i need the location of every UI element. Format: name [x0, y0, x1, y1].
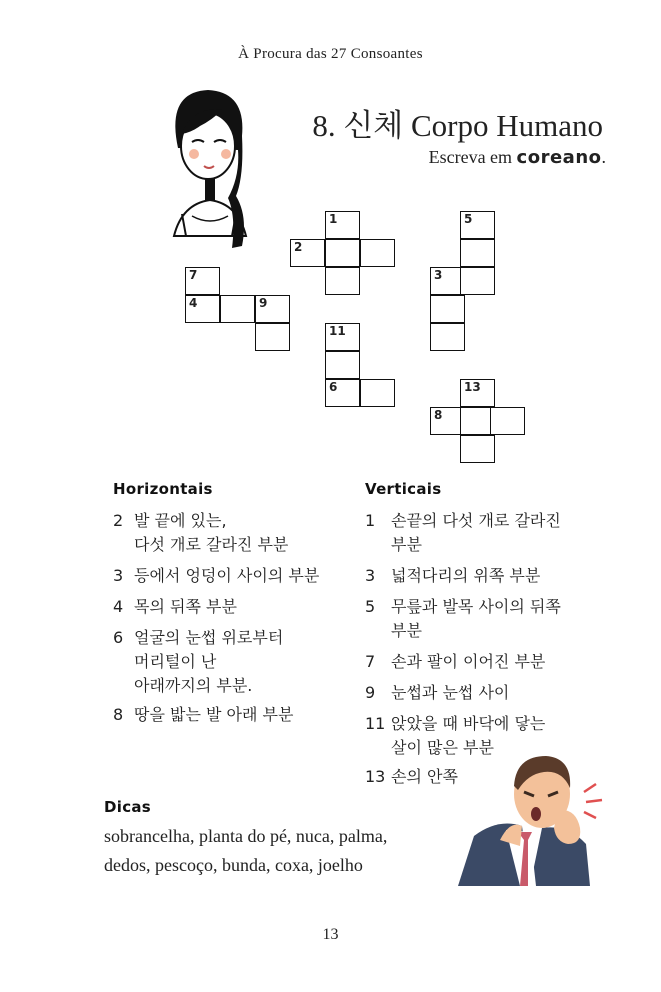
woman-illustration [152, 86, 264, 250]
clue-text: 등에서 엉덩이 사이의 부분 [134, 566, 320, 585]
clue-number: 9 [365, 683, 376, 702]
clue-text: 목의 뒤쪽 부분 [134, 597, 237, 616]
crossword-cell[interactable] [490, 407, 525, 435]
clue-number: 11 [365, 714, 386, 733]
verticais-heading: Verticais [365, 480, 442, 498]
crossword-cell[interactable] [325, 239, 360, 267]
clue-text: 무릎과 발목 사이의 뒤쪽 [391, 597, 561, 616]
crossword-cell[interactable] [430, 295, 465, 323]
crossword-cell[interactable] [460, 379, 495, 407]
clue-text: 다섯 개로 갈라진 부분 [134, 535, 289, 554]
cell-number: 5 [464, 212, 473, 226]
crossword-cell[interactable] [430, 323, 465, 351]
clue-text: 땅을 밟는 발 아래 부분 [134, 705, 294, 724]
crossword-cell[interactable] [290, 239, 325, 267]
clue-text: 손끝의 다섯 개로 갈라진 [391, 511, 561, 530]
clue-number: 6 [113, 628, 124, 647]
clue-text: 머리털이 난 [134, 652, 217, 671]
horizontais-heading: Horizontais [113, 480, 213, 498]
clue-text: 아래까지의 부분. [134, 676, 253, 695]
clue-text: 손의 안쪽 [391, 767, 458, 786]
instruction [429, 147, 606, 168]
cell-number: 6 [329, 380, 338, 394]
clue-number: 2 [113, 511, 124, 530]
clue-text: 넓적다리의 위쪽 부분 [391, 566, 541, 585]
clue-text: 발 끝에 있는, [134, 511, 227, 530]
clue-number: 5 [365, 597, 376, 616]
clue-text: 앉았을 때 바닥에 닿는 [391, 714, 546, 733]
hint-line: dedos, pescoço, bunda, coxa, joelho [104, 855, 363, 875]
crossword-cell[interactable] [325, 267, 360, 295]
clue-text: 얼굴의 눈썹 위로부터 [134, 628, 284, 647]
clue-number: 4 [113, 597, 124, 616]
clue-text: 부분 [391, 535, 422, 554]
clue-number: 3 [113, 566, 124, 585]
instruction-prefix: Escreva em [428, 147, 513, 167]
hint-line: sobrancelha, planta do pé, nuca, palma, [104, 826, 388, 846]
cell-number: 13 [464, 380, 481, 394]
clue-number: 1 [365, 511, 376, 530]
cell-number: 9 [259, 296, 268, 310]
instruction-language: coreano [516, 147, 602, 168]
cell-number: 3 [434, 268, 443, 282]
hint-words [104, 822, 387, 880]
cell-number: 8 [434, 408, 443, 422]
crossword-cell[interactable] [255, 323, 290, 351]
page-number: 13 [322, 926, 339, 943]
crossword-cell[interactable] [185, 295, 220, 323]
clue-text: 손과 팔이 이어진 부분 [391, 652, 546, 671]
dicas-heading: Dicas [104, 798, 152, 816]
page-title: 8. 신체 Corpo Humano [312, 108, 603, 143]
crossword-cell[interactable] [220, 295, 255, 323]
crossword-cell[interactable] [185, 267, 220, 295]
clue-text: 눈썹과 눈썹 사이 [391, 683, 510, 702]
clue-number: 8 [113, 705, 124, 724]
cell-number: 7 [189, 268, 198, 282]
crossword-cell[interactable] [325, 379, 360, 407]
crossword-cell[interactable] [460, 211, 495, 239]
instruction-suffix: . [601, 147, 606, 167]
running-header: À Procura das 27 Consoantes [238, 46, 423, 62]
cell-number: 4 [189, 296, 198, 310]
crossword-cell[interactable] [325, 211, 360, 239]
cell-number: 11 [329, 324, 346, 338]
clue-text: 살이 많은 부분 [391, 738, 494, 757]
crossword-cell[interactable] [460, 267, 495, 295]
clue-number: 3 [365, 566, 376, 585]
crossword-cell[interactable] [325, 351, 360, 379]
crossword-cell[interactable] [460, 435, 495, 463]
clue-number: 7 [365, 652, 376, 671]
crossword-cell[interactable] [255, 295, 290, 323]
clue-number: 13 [365, 767, 386, 786]
crossword-cell[interactable] [325, 323, 360, 351]
cell-number: 1 [329, 212, 338, 226]
crossword-cell[interactable] [460, 239, 495, 267]
cell-number: 2 [294, 240, 303, 254]
crossword-cell[interactable] [360, 239, 395, 267]
crossword-cell[interactable] [360, 379, 395, 407]
clue-text: 부분 [391, 621, 422, 640]
man-neck-pain-illustration [458, 748, 608, 886]
